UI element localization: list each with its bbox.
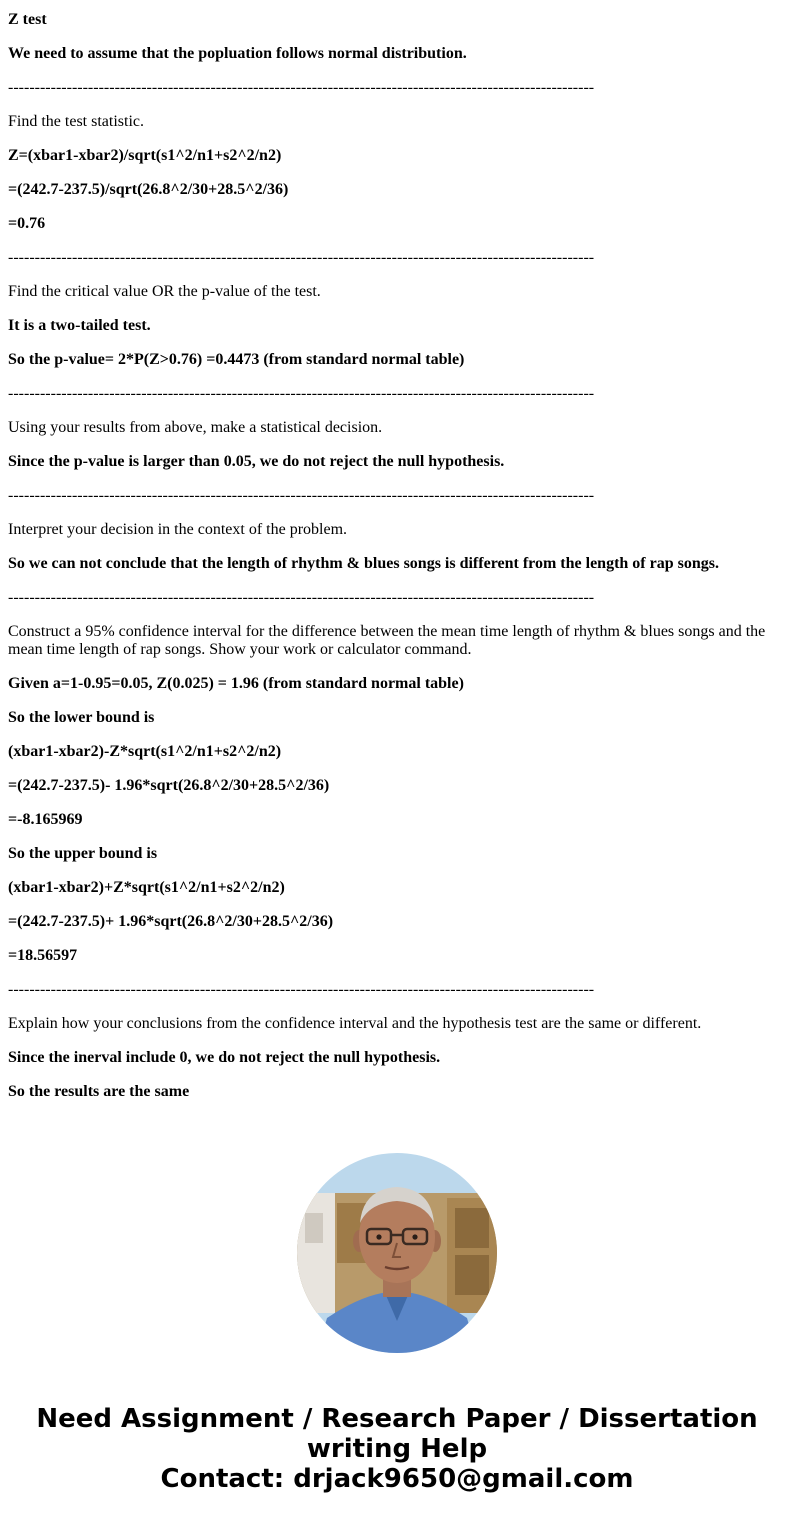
question-explain: Explain how your conclusions from the confidence interval and the hypothesis test are the same or different. (8, 1015, 702, 1032)
upper-bound-formula: (xbar1-xbar2)+Z*sqrt(s1^2/n1+s2^2/n2) (8, 879, 285, 896)
p-value: So the p-value= 2*P(Z>0.76) =0.4473 (from standard normal table) (8, 351, 465, 368)
question-decision: Using your results from above, make a statistical decision. (8, 419, 383, 436)
separator-line: -------------------------------------------------------------------------------------------------------------- (8, 981, 595, 998)
separator-line: -------------------------------------------------------------------------------------------------------------- (8, 79, 595, 96)
lower-bound-result: =-8.165969 (8, 811, 83, 828)
separator-line: -------------------------------------------------------------------------------------------------------------- (8, 487, 595, 504)
question-test-statistic: Find the test statistic. (8, 113, 144, 130)
author-avatar (297, 1153, 497, 1353)
lower-bound-label: So the lower bound is (8, 709, 155, 726)
lower-bound-formula: (xbar1-xbar2)-Z*sqrt(s1^2/n1+s2^2/n2) (8, 743, 282, 760)
test-name: Z test (8, 11, 47, 28)
promo-banner (0, 1404, 794, 1494)
upper-bound-calc: =(242.7-237.5)+ 1.96*sqrt(26.8^2/30+28.5^2/36) (8, 913, 334, 930)
promo-line-1: Need Assignment / Research Paper / Dissertation (36, 1404, 758, 1434)
separator-line: -------------------------------------------------------------------------------------------------------------- (8, 385, 595, 402)
result-z: =0.76 (8, 215, 46, 232)
final-statement: So the results are the same (8, 1083, 190, 1100)
question-confidence-interval: Construct a 95% confidence interval for the difference between the mean time length of rhythm & blues songs and the mean time length of rap songs. Show your work or calculator command. (8, 623, 766, 658)
upper-bound-result: =18.56597 (8, 947, 78, 964)
calc-z: =(242.7-237.5)/sqrt(26.8^2/30+28.5^2/36) (8, 181, 289, 198)
question-critical-value: Find the critical value OR the p-value of the test. (8, 283, 321, 300)
separator-line: -------------------------------------------------------------------------------------------------------------- (8, 589, 595, 606)
explain-answer: Since the inerval include 0, we do not reject the null hypothesis. (8, 1049, 441, 1066)
formula-z: Z=(xbar1-xbar2)/sqrt(s1^2/n1+s2^2/n2) (8, 147, 282, 164)
promo-line-2: writing Help (306, 1434, 488, 1464)
assumption: We need to assume that the popluation follows normal distribution. (8, 45, 467, 62)
given-values: Given a=1-0.95=0.05, Z(0.025) = 1.96 (from standard normal table) (8, 675, 464, 692)
two-tailed-note: It is a two-tailed test. (8, 317, 151, 334)
decision: Since the p-value is larger than 0.05, we do not reject the null hypothesis. (8, 453, 505, 470)
promo-contact: Contact: drjack9650@gmail.com (160, 1464, 634, 1494)
interpretation: So we can not conclude that the length of rhythm & blues songs is different from the length of rap songs. (8, 555, 719, 572)
separator-line: -------------------------------------------------------------------------------------------------------------- (8, 249, 595, 266)
solution-body (8, 0, 786, 1117)
lower-bound-calc: =(242.7-237.5)- 1.96*sqrt(26.8^2/30+28.5^2/36) (8, 777, 330, 794)
upper-bound-label: So the upper bound is (8, 845, 158, 862)
question-interpret: Interpret your decision in the context of the problem. (8, 521, 348, 538)
